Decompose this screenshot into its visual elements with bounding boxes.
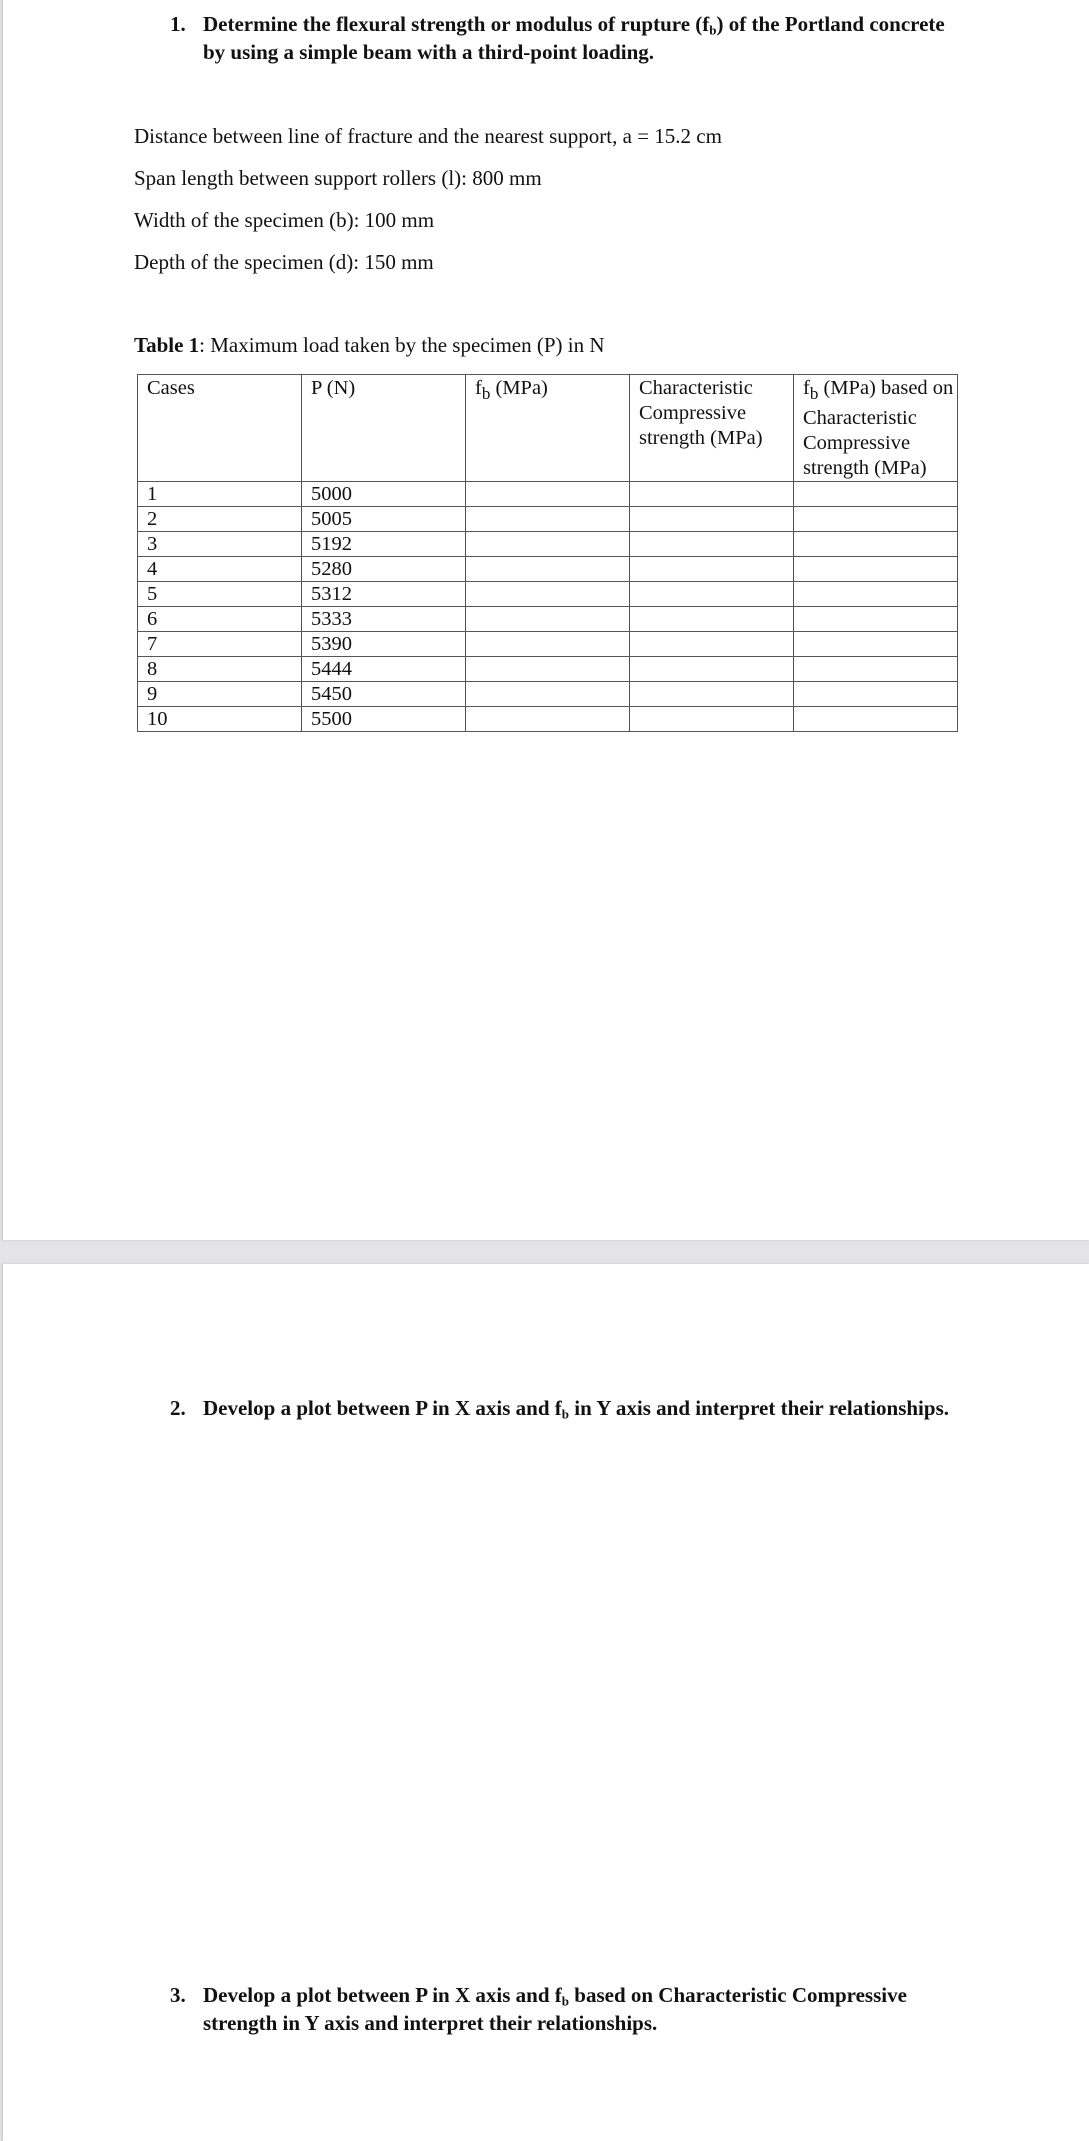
cell-fb: [466, 557, 630, 582]
cell-p: 5450: [302, 682, 466, 707]
cell-case: 8: [138, 657, 302, 682]
param-distance: Distance between line of fracture and the nearest support, a = 15.2 cm: [134, 124, 722, 148]
cell-characteristic: [630, 582, 794, 607]
param-depth: Depth of the specimen (d): 150 mm: [134, 250, 434, 274]
cell-fb: [466, 582, 630, 607]
cell-p: 5390: [302, 632, 466, 657]
param-width: Width of the specimen (b): 100 mm: [134, 208, 435, 232]
cell-fb-characteristic: [794, 607, 958, 632]
cell-fb: [466, 657, 630, 682]
cell-fb: [466, 682, 630, 707]
question-2-text: Develop a plot between P in X axis and $f_b$ in Y axis and interpret their relationships.: [203, 1396, 949, 1422]
cell-p: 5280: [302, 557, 466, 582]
header-fb: $f_b$ (MPa): [466, 375, 630, 482]
cell-fb-characteristic: [794, 657, 958, 682]
question-2-number: 2.: [170, 1396, 186, 1420]
cell-characteristic: [630, 557, 794, 582]
table-caption-text: : Maximum load taken by the specimen (P) in N: [199, 333, 605, 357]
header-cases: Cases: [138, 375, 302, 482]
table-caption-label: Table 1: [134, 333, 200, 357]
data-table: [137, 374, 958, 732]
table-row: [138, 607, 958, 632]
question-3-heading: [170, 1981, 1033, 2037]
question-2-heading: [170, 1394, 1063, 1422]
header-characteristic-strength: Characteristic Compressive strength (MPa): [630, 375, 794, 482]
cell-characteristic: [630, 682, 794, 707]
cell-fb-characteristic: [794, 532, 958, 557]
cell-fb: [466, 482, 630, 507]
cell-fb: [466, 632, 630, 657]
cell-fb-characteristic: [794, 507, 958, 532]
cell-characteristic: [630, 632, 794, 657]
cell-characteristic: [630, 532, 794, 557]
question-1-text: Determine the flexural strength or modulus of rupture $(f_b)$ of the Portland concrete by using a simple beam with a third-point loading.: [203, 12, 945, 64]
cell-p: 5000: [302, 482, 466, 507]
cell-p: 5192: [302, 532, 466, 557]
table-row: [138, 707, 958, 732]
table-row: [138, 532, 958, 557]
table-row: [138, 632, 958, 657]
cell-case: 2: [138, 507, 302, 532]
cell-fb-characteristic: [794, 582, 958, 607]
document-page-2: [3, 1264, 1089, 2141]
cell-p: 5005: [302, 507, 466, 532]
table-row: [138, 557, 958, 582]
cell-case: 9: [138, 682, 302, 707]
question-1-number: 1.: [170, 12, 186, 36]
table-row: [138, 682, 958, 707]
cell-fb-characteristic: [794, 482, 958, 507]
table-row: [138, 507, 958, 532]
cell-fb: [466, 507, 630, 532]
cell-case: 5: [138, 582, 302, 607]
cell-characteristic: [630, 482, 794, 507]
cell-characteristic: [630, 707, 794, 732]
cell-p: 5333: [302, 607, 466, 632]
cell-case: 10: [138, 707, 302, 732]
table-row: [138, 657, 958, 682]
header-fb-characteristic: $f_b$ (MPa) based on Characteristic Compressive strength (MPa): [794, 375, 958, 482]
cell-p: 5312: [302, 582, 466, 607]
cell-fb: [466, 707, 630, 732]
table-row: [138, 582, 958, 607]
table-header-row: [138, 375, 958, 482]
cell-p: 5444: [302, 657, 466, 682]
table-row: [138, 482, 958, 507]
cell-fb-characteristic: [794, 682, 958, 707]
question-3-number: 3.: [170, 1983, 186, 2007]
header-p: P (N): [302, 375, 466, 482]
cell-case: 6: [138, 607, 302, 632]
cell-case: 7: [138, 632, 302, 657]
cell-characteristic: [630, 657, 794, 682]
cell-fb-characteristic: [794, 707, 958, 732]
cell-fb-characteristic: [794, 557, 958, 582]
cell-fb: [466, 607, 630, 632]
question-1-heading: [170, 10, 1033, 66]
question-3-text: Develop a plot between P in X axis and $f_b$ based on Characteristic Compressive strength in Y axis and interpret their relationships.: [203, 1983, 907, 2035]
table-caption: [134, 332, 605, 358]
document-page-1: [3, 0, 1089, 1240]
cell-case: 1: [138, 482, 302, 507]
cell-characteristic: [630, 507, 794, 532]
cell-case: 3: [138, 532, 302, 557]
cell-fb-characteristic: [794, 632, 958, 657]
cell-fb: [466, 532, 630, 557]
cell-case: 4: [138, 557, 302, 582]
cell-characteristic: [630, 607, 794, 632]
cell-p: 5500: [302, 707, 466, 732]
table-body: [138, 482, 958, 732]
param-span-length: Span length between support rollers (l): 800 mm: [134, 166, 542, 190]
